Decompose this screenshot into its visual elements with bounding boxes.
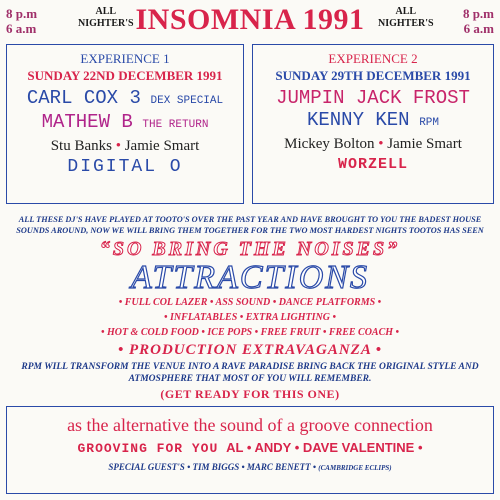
dj-note: THE RETURN [142,119,209,131]
experience-1-dj-1 [7,88,243,112]
attractions-line-1: • FULL COL LAZER • ASS SOUND • DANCE PLATFORMS • [118,297,382,308]
production-extravaganza: • PRODUCTION EXTRAVAGANZA • [117,342,383,358]
attractions-line-2: • INFLATABLES • EXTRA LIGHTING • [164,312,336,323]
experience-1-date: SUNDAY 22ND DECEMBER 1991 [27,68,223,83]
experience-2-dj-1 [253,88,493,110]
attractions-heading: ATTRACTIONS [130,259,369,296]
header [0,0,500,44]
guests-note: (CAMBRIDGE ECLIPS) [318,464,392,472]
rpm-text: RPM WILL TRANSFORM THE VENUE INTO A RAVE PARADISE BRING BACK THE ORIGINAL STYLE AND ATMOSPHERE THAT MOST OF YOU WILL REMEMBER. [21,362,479,384]
experience-2-title: EXPERIENCE 2 [328,51,418,66]
experience-2-box [252,44,494,204]
time-left: 8 p.m 6 a.m [6,6,38,36]
experience-2-dj-5: WORZELL [337,156,408,173]
dj-blurb: ALL THESE DJ'S HAVE PLAYED AT TOOTO'S OVER THE PAST YEAR AND HAVE BROUGHT TO YOU THE BADEST HOUSE SOUNDS AROUND, NOW WE WILL BRING THEM TOGETHER FOR THE TWO MOST HARDEST NIGHTS TOOTOS HAS SEEN [16,215,484,235]
experience-1-dj-pair [7,136,243,156]
grooving-label: GROOVING FOR YOU [77,441,219,456]
slogan: “SO BRING THE NOISES” [99,238,401,260]
experience-1-box [6,44,244,204]
dj-name: Stu Banks [50,138,112,154]
experience-1-dj-5: DIGITAL O [67,157,183,177]
grooving-names: AL • ANDY • DAVE VALENTINE • [226,440,423,455]
experience-2-dj-2 [253,110,493,134]
grooving-for-you-line [7,437,493,460]
special-guests-line [7,460,493,475]
get-ready-text: (GET READY FOR THIS ONE) [160,387,340,401]
experience-1-dj-2 [7,112,243,136]
dj-name: KENNY KEN [306,109,410,131]
event-title: INSOMNIA 1991 [135,3,365,36]
dj-name: JUMPIN JACK FROST [276,87,470,109]
dj-name: Mickey Bolton [284,136,375,152]
experience-2-date: SUNDAY 29TH DECEMBER 1991 [275,68,471,83]
dj-name: Jamie Smart [387,136,462,152]
attractions-line-3: • HOT & COLD FOOD • ICE POPS • FREE FRUIT • FREE COACH • [100,327,400,338]
bullet-icon: • [378,136,384,152]
all-nighters-left: ALL NIGHTER'S [78,6,134,29]
groove-connection-box [6,406,494,494]
time-right: 8 p.m 6 a.m [462,6,494,36]
dj-note: RPM [419,117,440,129]
dj-note: DEX SPECIAL [150,95,224,107]
groove-tagline: as the alternative the sound of a groove connection [67,415,433,435]
dj-name: Jamie Smart [124,138,200,154]
bullet-icon: • [115,138,121,154]
all-nighters-right: ALL NIGHTER'S [378,6,434,29]
dj-name: MATHEW B [41,111,133,133]
experience-2-dj-pair [253,134,493,154]
special-guests: SPECIAL GUEST'S • TIM BIGGS • MARC BENETT • [108,462,317,472]
experience-1-title: EXPERIENCE 1 [80,51,170,66]
dj-name: CARL COX 3 [26,87,141,109]
